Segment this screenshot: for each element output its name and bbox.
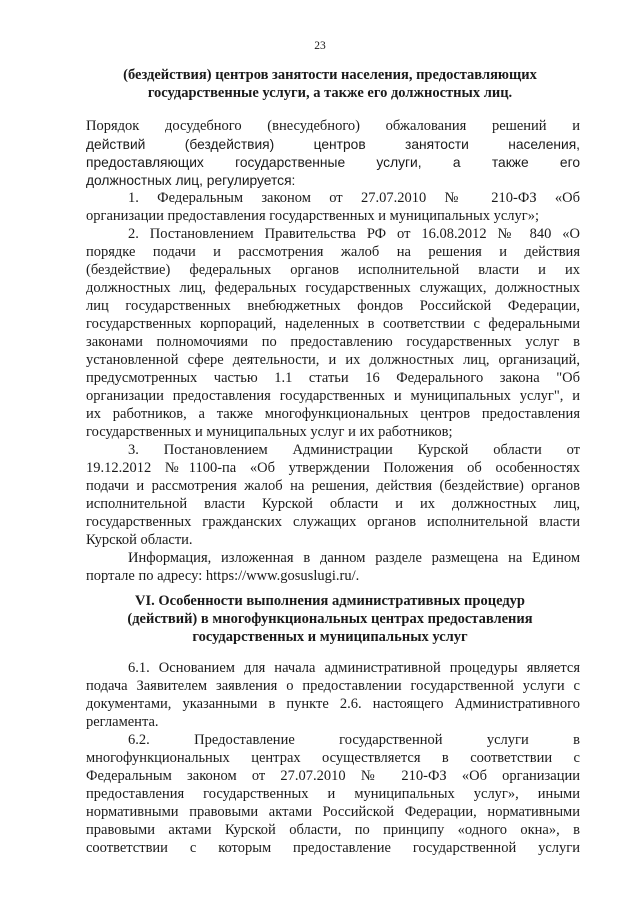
para-6-2-line: 6.2. Предоставление государственной услуги в	[128, 732, 580, 748]
heading-line: (действий) в многофункциональных центрах предоставления	[127, 611, 533, 627]
text-line: Порядок досудебного (внесудебного) обжалования решений и	[86, 118, 580, 134]
list-item-3-line: государственных гражданских служащих органов исполнительной власти	[86, 514, 580, 530]
list-item-2-line: 2. Постановлением Правительства РФ от 16.08.2012 № 840 «О	[128, 226, 580, 242]
para-6-2-line: предоставления государственных и муниципальных услуг», иными	[86, 786, 580, 802]
list-item-2-line: порядке подачи и рассмотрения жалоб на решения и действия	[86, 244, 580, 260]
para-6-1-line: регламента.	[86, 714, 159, 730]
para-6-2-line: правовыми актами Курской области, по принципу «одного окна», в	[86, 822, 580, 838]
list-item-3-line: исполнительной власти Курской области и их должностных лиц,	[86, 496, 580, 512]
list-item-3-line: 19.12.2012 №1100-па «Об утверждении Положения об особенностях	[86, 460, 580, 476]
list-item-2-line: их работников, а также многофункциональных центров предоставления	[86, 406, 580, 422]
para-6-2-line: нормативными правовыми актами Российской Федерации, нормативными	[86, 804, 580, 820]
section-vi-heading	[80, 592, 580, 646]
para-6-1-line: документами, указанными в пункте 2.6. настоящего Административного	[86, 696, 580, 712]
list-item-3-line: подачи и рассмотрения жалоб на решения, действия (бездействие) органов	[86, 478, 580, 494]
text-line: действий (бездействия) центров занятости населения,	[86, 137, 580, 152]
info-line: Информация, изложенная в данном разделе размещена на Едином	[128, 550, 580, 566]
list-item-2-line: установленной сфере деятельности, и их должностных лиц, организаций,	[86, 352, 580, 368]
text-line: должностных лиц, регулируется:	[86, 173, 296, 188]
list-item-1-line: организации предоставления государственных и муниципальных услуг»;	[86, 208, 539, 224]
list-item-2-line: (бездействие) федеральных органов исполнительной власти и их	[86, 262, 580, 278]
section-v-heading-tail	[80, 66, 580, 102]
info-line: портале по адресу: https://www.gosuslugi.ru/.	[86, 568, 360, 584]
heading-line: государственные услуги, а также его должностных лиц.	[147, 85, 513, 101]
list-item-2-line: организации предоставления государственных и муниципальных услуг", и	[86, 388, 580, 404]
list-item-2-line: государственных и муниципальных услуг и их работников;	[86, 424, 453, 440]
para-6-2-line: соответствии с которым предоставление государственной услуги	[86, 840, 580, 856]
list-item-2-line: предусмотренных частью 1.1 статьи 16 Федерального закона "Об	[86, 370, 580, 386]
list-item-2-line: законами полномочиями по предоставлению государственных услуг в	[86, 334, 580, 350]
list-item-2-line: государственных корпораций, наделенных в соответствии с федеральными	[86, 316, 580, 332]
text-line: предоставляющих государственные услуги, а также его	[86, 155, 580, 170]
list-item-3-line: 3. Постановлением Администрации Курской области от	[128, 442, 580, 458]
heading-line: государственных и муниципальных услуг	[192, 629, 468, 645]
para-6-2-line: Федеральным законом от 27.07.2010 № 210-ФЗ «Об организации	[86, 768, 580, 784]
list-item-2-line: лиц государственных внебюджетных фондов Российской Федерации,	[86, 298, 580, 314]
list-item-3-line: Курской области.	[86, 532, 193, 548]
heading-line: (бездействия) центров занятости населения, предоставляющих	[123, 67, 537, 83]
page-number: 23	[314, 40, 326, 52]
para-6-1-line: 6.1. Основанием для начала административной процедуры является	[128, 660, 580, 676]
list-item-2-line: должностных лиц, федеральных государственных служащих, должностных	[86, 280, 580, 296]
para-6-1-line: подача Заявителем заявления о предоставлении государственной услуги с	[86, 678, 580, 694]
heading-line: VI. Особенности выполнения административных процедур	[135, 593, 525, 609]
para-6-2-line: многофункциональных центрах осуществляется в соответствии с	[86, 750, 580, 766]
list-item-1-line: 1. Федеральным законом от 27.07.2010 № 210-ФЗ «Об	[128, 190, 580, 206]
